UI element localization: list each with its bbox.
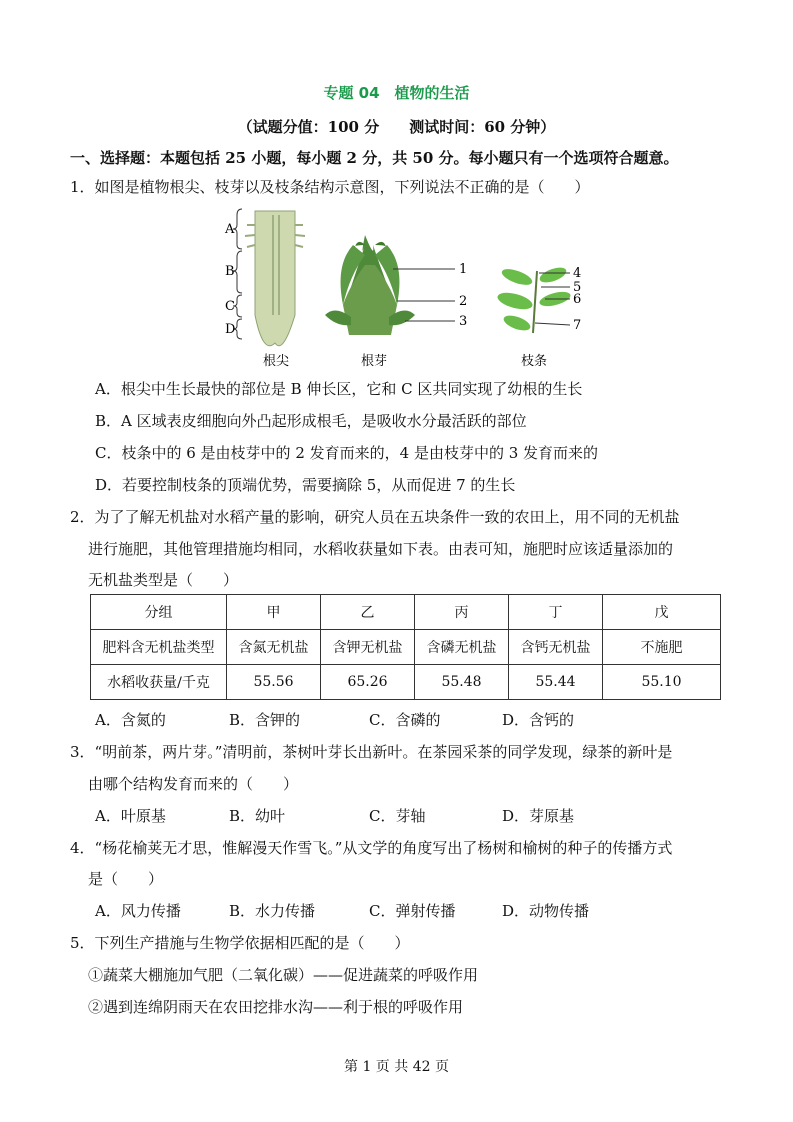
table-cell: 肥料含无机盐类型: [91, 630, 227, 665]
question-2-option-a: A．含氮的: [95, 711, 166, 729]
bud-label-1: 1: [459, 262, 468, 277]
question-3-option-d: D．芽原基: [502, 807, 575, 825]
question-1-option-a: A．根尖中生长最快的部位是 B 伸长区，它和 C 区共同实现了幼根的生长: [95, 380, 583, 398]
root-label-d: D: [225, 322, 236, 337]
table-cell: 55.44: [509, 665, 603, 700]
question-2-stem-line-1: 2．为了了解无机盐对水稻产量的影响，研究人员在五块条件一致的农田上，用不同的无机盐: [70, 508, 680, 526]
question-2-option-c: C．含磷的: [369, 711, 441, 729]
bud-label-3: 3: [459, 314, 468, 329]
caption-root-tip: 根尖: [263, 354, 290, 369]
table-cell: 乙: [321, 595, 415, 630]
table-cell: 水稻收获量/千克: [91, 665, 227, 700]
table-cell: 55.10: [603, 665, 721, 700]
branch-label-7: 7: [573, 318, 582, 333]
table-cell: 甲: [227, 595, 321, 630]
page-subtitle: （试题分值：100 分 测试时间：60 分钟）: [237, 118, 556, 136]
question-1-option-c: C．枝条中的 6 是由枝芽中的 2 发育而来的，4 是由枝芽中的 3 发育而来的: [95, 444, 599, 462]
table-cell: 丁: [509, 595, 603, 630]
table-cell: 含钾无机盐: [321, 630, 415, 665]
question-5-item-2: ②遇到连绵阴雨天在农田挖排水沟——利于根的呼吸作用: [88, 998, 464, 1016]
question-5-item-1: ①蔬菜大棚施加气肥（二氧化碳）——促进蔬菜的呼吸作用: [88, 966, 479, 984]
question-3-option-a: A．叶原基: [95, 807, 166, 825]
question-4-option-b: B．水力传播: [229, 902, 316, 920]
question-2-stem-line-2: 进行施肥，其他管理措施均相同，水稻收获量如下表。由表可知，施肥时应该适量添加的: [88, 540, 674, 558]
question-3-stem-line-2: 由哪个结构发育而来的（ ）: [88, 775, 299, 793]
question-4-stem-line-2: 是（ ）: [88, 870, 164, 888]
question-1-option-b: B．A 区域表皮细胞向外凸起形成根毛，是吸收水分最活跃的部位: [95, 412, 527, 430]
question-5-stem: 5．下列生产措施与生物学依据相匹配的是（ ）: [70, 934, 410, 952]
question-2-option-d: D．含钙的: [502, 711, 575, 729]
table-cell: 含磷无机盐: [415, 630, 509, 665]
table-cell: 不施肥: [603, 630, 721, 665]
table-cell: 含钙无机盐: [509, 630, 603, 665]
table-cell: 55.48: [415, 665, 509, 700]
question-1-figure: [215, 205, 615, 375]
bud-illustration: [325, 235, 455, 335]
branch-label-4: 4: [573, 266, 582, 281]
root-tip-illustration: [233, 209, 305, 346]
table-header-row: [91, 595, 721, 630]
table-cell: 含氮无机盐: [227, 630, 321, 665]
root-label-c: C: [225, 299, 235, 314]
caption-branch: 枝条: [521, 354, 548, 369]
question-4-option-a: A．风力传播: [95, 902, 181, 920]
table-cell: 分组: [91, 595, 227, 630]
question-4-option-d: D．动物传播: [502, 902, 590, 920]
question-4-option-c: C．弹射传播: [369, 902, 456, 920]
root-label-b: B: [225, 264, 235, 279]
root-label-a: A: [225, 222, 235, 237]
question-2-table: [90, 594, 721, 700]
branch-label-5: 5: [573, 280, 582, 295]
section-heading: 一、选择题：本题包括 25 小题，每小题 2 分，共 50 分。每小题只有一个选项符合题意。: [70, 149, 679, 167]
question-3-stem-line-1: 3．“明前茶，两片芽。”清明前，茶树叶芽长出新叶。在茶园采茶的同学发现，绿茶的新叶是: [70, 743, 673, 761]
table-cell: 戊: [603, 595, 721, 630]
table-cell: 丙: [415, 595, 509, 630]
table-cell: 65.26: [321, 665, 415, 700]
page-footer: 第 1 页 共 42 页: [344, 1059, 449, 1075]
question-2-option-b: B．含钾的: [229, 711, 301, 729]
question-2-stem-line-3: 无机盐类型是（ ）: [88, 571, 239, 589]
question-3-option-b: B．幼叶: [229, 807, 286, 825]
question-4-stem-line-1: 4．“杨花榆荚无才思，惟解漫天作雪飞。”从文学的角度写出了杨树和榆树的种子的传播方式: [70, 839, 673, 857]
page-title: 专题 04 植物的生活: [323, 84, 470, 102]
table-cell: 55.56: [227, 665, 321, 700]
table-row: [91, 630, 721, 665]
bud-label-2: 2: [459, 294, 468, 309]
branch-label-6: 6: [573, 292, 582, 307]
table-row: [91, 665, 721, 700]
question-1-stem: 1．如图是植物根尖、枝芽以及枝条结构示意图，下列说法不正确的是（ ）: [70, 178, 590, 196]
question-3-option-c: C．芽轴: [369, 807, 426, 825]
question-1-option-d: D．若要控制枝条的顶端优势，需要摘除 5，从而促进 7 的生长: [95, 476, 516, 494]
caption-bud: 根芽: [361, 354, 388, 369]
branch-illustration: [496, 265, 572, 334]
